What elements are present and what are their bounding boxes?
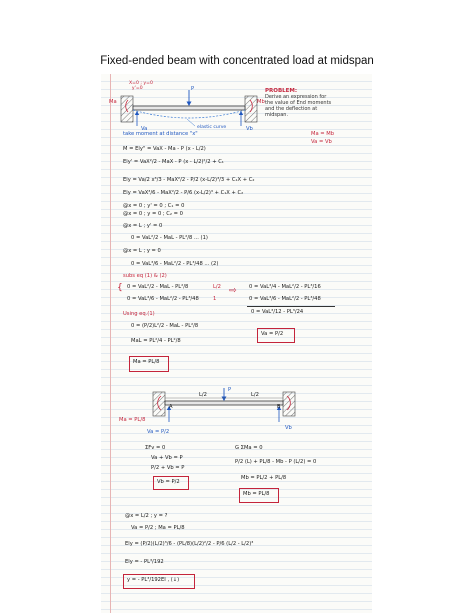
margin-line bbox=[110, 74, 111, 613]
right-support-wall bbox=[283, 392, 295, 416]
derivation-step: Ely = VaX³/6 - MaX²/2 - P/6 (x-L/2)³ + C₁X + C₂ bbox=[123, 190, 244, 196]
left-brace: { bbox=[117, 283, 123, 293]
sum-ma-step: Mb = PL/2 + PL/8 bbox=[241, 475, 287, 481]
right-reaction-label: Vb bbox=[246, 126, 253, 132]
left-support-wall bbox=[153, 392, 165, 416]
derivation-step: 0 = VaL³/6 - MaL²/2 - PL³/48 ... (2) bbox=[131, 261, 219, 267]
page-title: Fixed-ended beam with concentrated load at midspan bbox=[100, 55, 374, 67]
va-result: Va = P/2 bbox=[261, 331, 284, 337]
vb-result: Vb = P/2 bbox=[157, 479, 180, 485]
system-multiplier: L/2 bbox=[213, 284, 221, 290]
mb-result: Mb = PL/8 bbox=[243, 491, 270, 497]
derivation-step: subs eq (1) & (2) bbox=[123, 273, 167, 279]
elastic-curve bbox=[133, 110, 245, 118]
elastic-curve-label: elastic curve bbox=[197, 125, 227, 130]
problem-line: Derive an expression for bbox=[265, 94, 327, 100]
ma-result: Ma = PL/8 bbox=[133, 359, 160, 365]
derivation-step: @x = 0 ; y' = 0 ; C₁ = 0 bbox=[123, 203, 185, 209]
sum-fy-step: ΣFv = 0 bbox=[145, 445, 166, 451]
left-moment-label: Ma bbox=[109, 99, 117, 105]
right-moment-label: Mb bbox=[257, 99, 265, 105]
fig2-b-label: B bbox=[277, 404, 281, 410]
using-eq1-step: 0 = (P/2)L²/2 - MaL - PL²/8 bbox=[131, 323, 199, 329]
problem-line: midspan. bbox=[265, 112, 289, 118]
load-label: P bbox=[191, 86, 195, 92]
derivation-step: 0 = VaL²/2 - MaL - PL²/8 ... (1) bbox=[131, 235, 208, 241]
system-result: 0 = VaL³/12 - PL³/24 bbox=[251, 309, 304, 315]
deflection-step: Va = P/2 ; Ma = PL/8 bbox=[131, 525, 185, 531]
system-equation: 0 = VaL³/6 - MaL²/2 - PL³/48 bbox=[249, 296, 321, 302]
fig2-left-reaction-label: Va = P/2 bbox=[147, 429, 170, 435]
problem-heading: PROBLEM: bbox=[265, 88, 298, 94]
fig2-span-left: L/2 bbox=[199, 392, 207, 398]
derivation-step: @x = L ; y' = 0 bbox=[123, 223, 163, 229]
derivation-step: Ely' = VaX²/2 - MaX - P (x - L/2)²/2 + C₁ bbox=[123, 159, 224, 165]
sum-ma-step: G ΣMa = 0 bbox=[235, 445, 263, 451]
deflection-step: Ely = - PL³/192 bbox=[125, 559, 164, 565]
sum-fy-step: P/2 + Vb = P bbox=[151, 465, 185, 471]
problem-line: the value of End moments bbox=[265, 100, 332, 106]
boundary-condition-label: X=0 ; y=0 y'=0 bbox=[129, 81, 153, 91]
beam-figure-2 bbox=[149, 388, 299, 440]
fig2-left-moment-label: Ma = PL/8 bbox=[119, 417, 146, 423]
notebook-sheet bbox=[101, 74, 372, 613]
fig2-span-right: L/2 bbox=[251, 392, 259, 398]
system-equation: 0 = VaL³/4 - MaL²/2 - PL³/16 bbox=[249, 284, 321, 290]
deflection-step: @x = L/2 ; y = ? bbox=[125, 513, 168, 519]
implies-arrow: ⇨ bbox=[229, 286, 237, 296]
equality-ma-mb: Ma = Mb bbox=[311, 131, 335, 137]
elastic-curve-leader bbox=[187, 119, 195, 126]
y-result: y = - PL³/192EI , (↓) bbox=[127, 577, 180, 583]
beam bbox=[165, 401, 283, 405]
derivation-step: @x = L ; y = 0 bbox=[123, 248, 161, 254]
equality-va-vb: Va = Vb bbox=[311, 139, 332, 145]
right-support-wall bbox=[245, 96, 257, 122]
using-eq1-step: MaL = PL²/4 - PL²/8 bbox=[131, 338, 181, 344]
problem-statement bbox=[265, 88, 365, 118]
beam bbox=[133, 106, 245, 110]
derivation-step: Ely = Va/2 x³/3 - MaX²/2 - P/2 (x-L/2)³/3 + C₁X + C₂ bbox=[123, 177, 255, 183]
subtraction-line bbox=[247, 306, 335, 307]
problem-line: and the deflection at bbox=[265, 106, 318, 112]
fig2-a-label: A bbox=[169, 404, 173, 410]
derivation-step: M = Ely" = VaX - Ma - P (x - L/2) bbox=[123, 146, 206, 152]
fig2-load-label: P bbox=[228, 387, 232, 393]
system-multiplier: 1 bbox=[213, 296, 217, 302]
derivation-step: take moment at distance "x" bbox=[123, 131, 198, 137]
sum-ma-step: P/2 (L) + PL/8 - Mb - P (L/2) = 0 bbox=[235, 459, 317, 465]
system-equation: 0 = VaL³/6 - MaL²/2 - PL³/48 bbox=[127, 296, 199, 302]
fig2-right-reaction-label: Vb bbox=[285, 425, 292, 431]
using-eq1-label: Using eq.(1) bbox=[123, 311, 155, 317]
system-equation: 0 = VaL²/2 - MaL - PL²/8 bbox=[127, 284, 189, 290]
derivation-step: @x = 0 ; y = 0 ; C₂ = 0 bbox=[123, 211, 183, 217]
left-support-wall bbox=[121, 96, 133, 122]
deflection-step: Ely = (P/2)(L/2)³/6 - (PL/8)(L/2)²/2 - P/6 (L/2 - L/2)³ bbox=[125, 541, 254, 547]
sum-fy-step: Va + Vb = P bbox=[151, 455, 183, 461]
left-reaction-label: Va bbox=[141, 126, 148, 132]
